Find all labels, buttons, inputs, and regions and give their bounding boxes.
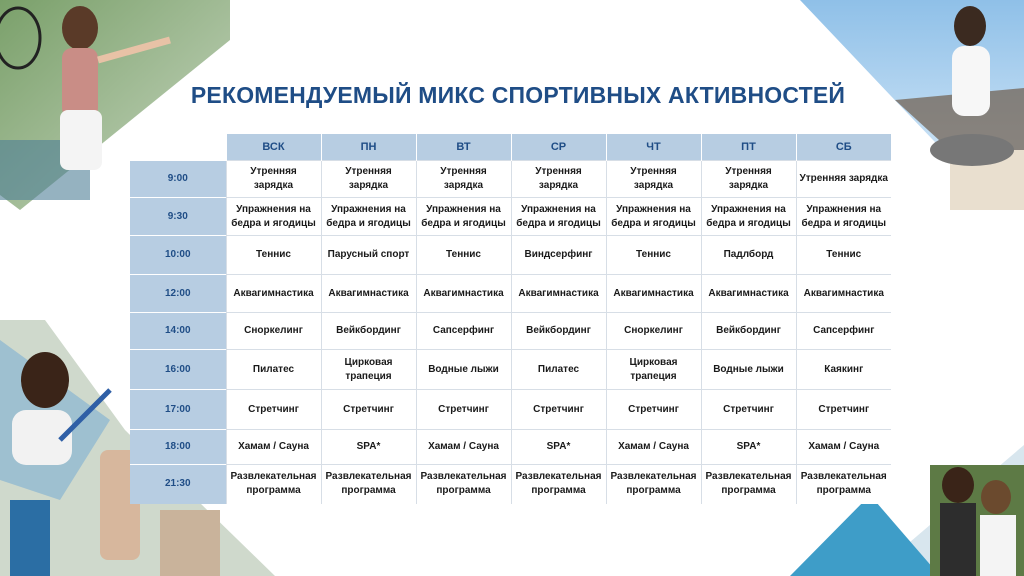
activity-cell xyxy=(321,275,416,313)
activity-cell xyxy=(416,390,511,430)
activity-cell xyxy=(416,350,511,390)
activity-label: Стретчинг xyxy=(533,403,584,415)
activity-cell xyxy=(511,161,606,198)
activity-label: Хамам / Сауна xyxy=(618,441,689,452)
activity-cell xyxy=(511,275,606,313)
activity-cell xyxy=(226,313,321,350)
activity-label: Водные лыжи xyxy=(713,363,784,375)
activity-cell xyxy=(606,465,701,504)
activity-cell xyxy=(701,275,796,313)
activity-label: Развлекательная программа xyxy=(515,471,602,497)
activity-cell xyxy=(796,275,891,313)
activity-label: Утренняя зарядка xyxy=(535,166,582,191)
time-slot-label: 14:00 xyxy=(130,313,226,350)
activity-cell xyxy=(226,390,321,430)
activity-cell xyxy=(226,161,321,198)
activity-cell xyxy=(606,161,701,198)
activity-label: Развлекательная программа xyxy=(420,471,507,497)
activity-cell xyxy=(701,350,796,390)
time-slot-label: 21:30 xyxy=(130,465,226,504)
activity-label: Теннис xyxy=(636,249,671,260)
activity-label: Аквагимнастика xyxy=(613,287,694,299)
activity-label: Падлборд xyxy=(723,249,774,260)
activity-cell xyxy=(606,236,701,275)
activity-cell xyxy=(321,313,416,350)
activity-label: Вейкбординг xyxy=(526,325,591,336)
time-slot-label: 16:00 xyxy=(130,350,226,390)
activity-label: Стретчинг xyxy=(438,403,489,415)
activity-label: Стретчинг xyxy=(248,403,299,415)
activity-label: Теннис xyxy=(256,249,291,260)
activity-cell xyxy=(701,161,796,198)
day-header: ВТ xyxy=(416,134,511,161)
activity-cell xyxy=(321,430,416,465)
activity-label: SPA* xyxy=(736,441,761,452)
activity-cell xyxy=(606,350,701,390)
activity-cell xyxy=(416,198,511,236)
activity-cell xyxy=(701,313,796,350)
schedule-row xyxy=(130,313,891,350)
activity-cell xyxy=(511,430,606,465)
activity-cell xyxy=(606,390,701,430)
activity-label: Каякинг xyxy=(824,363,864,375)
activity-cell xyxy=(701,465,796,504)
activity-label: Утренняя зарядка xyxy=(440,166,487,191)
activity-cell xyxy=(606,198,701,236)
activity-label: Утренняя зарядка xyxy=(345,166,392,191)
activity-label: Хамам / Сауна xyxy=(428,441,499,452)
activity-label: Упражнения на бедра и ягодицы xyxy=(801,203,886,229)
activity-label: Аквагимнастика xyxy=(518,287,599,299)
activity-cell xyxy=(511,198,606,236)
day-header: ВСК xyxy=(226,134,321,161)
activity-label: Вейкбординг xyxy=(336,325,401,336)
activity-label: Сапсерфинг xyxy=(432,325,495,336)
activity-cell xyxy=(511,313,606,350)
activity-label: Упражнения на бедра и ягодицы xyxy=(421,203,506,229)
activity-cell xyxy=(321,350,416,390)
day-header: СБ xyxy=(796,134,891,161)
time-slot-label: 9:00 xyxy=(130,161,226,198)
activity-cell xyxy=(796,465,891,504)
activity-cell xyxy=(796,430,891,465)
activity-label: Утренняя зарядка xyxy=(250,166,297,191)
activity-label: Развлекательная программа xyxy=(325,471,412,497)
activity-schedule-table xyxy=(130,134,891,504)
activity-label: Пилатес xyxy=(252,363,295,375)
activity-cell xyxy=(416,275,511,313)
activity-label: Развлекательная программа xyxy=(705,471,792,497)
day-header: ПТ xyxy=(701,134,796,161)
activity-cell xyxy=(701,198,796,236)
activity-cell xyxy=(321,161,416,198)
activity-cell xyxy=(226,350,321,390)
schedule-row xyxy=(130,161,891,198)
schedule-row xyxy=(130,236,891,275)
activity-cell xyxy=(321,198,416,236)
activity-label: Хамам / Сауна xyxy=(238,441,309,452)
activity-cell xyxy=(416,313,511,350)
activity-label: Парусный спорт xyxy=(327,249,410,260)
time-slot-label: 10:00 xyxy=(130,236,226,275)
activity-label: Утренняя зарядка xyxy=(630,166,677,191)
activity-label: SPA* xyxy=(546,441,571,452)
activity-label: Развлекательная программа xyxy=(230,471,317,497)
activity-cell xyxy=(226,275,321,313)
activity-label: Цирковая трапеция xyxy=(629,356,678,382)
activity-label: Теннис xyxy=(446,249,481,260)
schedule-row xyxy=(130,275,891,313)
activity-cell xyxy=(321,465,416,504)
schedule-row xyxy=(130,198,891,236)
activity-cell xyxy=(606,275,701,313)
activity-label: Хамам / Сауна xyxy=(808,441,880,452)
activity-label: Упражнения на бедра и ягодицы xyxy=(516,203,601,229)
schedule-row xyxy=(130,350,891,390)
activity-label: Развлекательная программа xyxy=(610,471,697,497)
activity-label: Сноркелинг xyxy=(244,325,303,336)
activity-cell xyxy=(796,198,891,236)
activity-label: Пилатес xyxy=(537,363,580,375)
activity-label: Упражнения на бедра и ягодицы xyxy=(611,203,696,229)
activity-cell xyxy=(416,465,511,504)
activity-label: Утренняя зарядка xyxy=(725,166,772,191)
activity-label: Вейкбординг xyxy=(716,325,781,336)
activity-cell xyxy=(796,350,891,390)
activity-label: Аквагимнастика xyxy=(803,287,884,299)
activity-cell xyxy=(416,430,511,465)
activity-cell xyxy=(511,236,606,275)
activity-cell xyxy=(226,236,321,275)
time-slot-label: 9:30 xyxy=(130,198,226,236)
activity-label: Развлекательная программа xyxy=(800,471,887,497)
day-header: СР xyxy=(511,134,606,161)
activity-label: Аквагимнастика xyxy=(423,287,504,299)
activity-cell xyxy=(511,350,606,390)
activity-label: Стретчинг xyxy=(628,403,679,415)
activity-cell xyxy=(511,465,606,504)
header-corner xyxy=(130,134,226,161)
activity-cell xyxy=(701,236,796,275)
activity-cell xyxy=(321,390,416,430)
activity-label: Упражнения на бедра и ягодицы xyxy=(706,203,791,229)
activity-cell xyxy=(796,236,891,275)
activity-cell xyxy=(511,390,606,430)
activity-cell xyxy=(321,236,416,275)
activity-label: Аквагимнастика xyxy=(233,287,314,299)
activity-cell xyxy=(606,430,701,465)
activity-cell xyxy=(796,390,891,430)
activity-label: Цирковая трапеция xyxy=(344,356,393,382)
activity-label: Сноркелинг xyxy=(624,325,683,336)
activity-cell xyxy=(416,161,511,198)
activity-cell xyxy=(226,465,321,504)
activity-label: Упражнения на бедра и ягодицы xyxy=(326,203,411,229)
day-header: ЧТ xyxy=(606,134,701,161)
activity-cell xyxy=(796,161,891,198)
schedule-row xyxy=(130,390,891,430)
activity-label: Упражнения на бедра и ягодицы xyxy=(231,203,316,229)
activity-label: Виндсерфинг xyxy=(524,249,593,260)
activity-label: SPA* xyxy=(356,441,381,452)
schedule-row xyxy=(130,430,891,465)
time-slot-label: 12:00 xyxy=(130,275,226,313)
activity-label: Стретчинг xyxy=(343,403,394,415)
activity-label: Утренняя зарядка xyxy=(799,173,888,184)
activity-label: Стретчинг xyxy=(818,403,870,415)
activity-label: Аквагимнастика xyxy=(708,287,789,299)
activity-cell xyxy=(701,390,796,430)
day-header-row xyxy=(130,134,891,161)
activity-cell xyxy=(416,236,511,275)
activity-label: Аквагимнастика xyxy=(328,287,409,299)
activity-label: Теннис xyxy=(826,249,862,260)
time-slot-label: 17:00 xyxy=(130,390,226,430)
activity-cell xyxy=(226,198,321,236)
activity-cell xyxy=(606,313,701,350)
time-slot-label: 18:00 xyxy=(130,430,226,465)
page-title: РЕКОМЕНДУЕМЫЙ МИКС СПОРТИВНЫХ АКТИВНОСТЕЙ xyxy=(190,82,846,108)
activity-cell xyxy=(796,313,891,350)
day-header: ПН xyxy=(321,134,416,161)
activity-cell xyxy=(226,430,321,465)
activity-label: Водные лыжи xyxy=(428,363,499,375)
activity-cell xyxy=(701,430,796,465)
activity-label: Стретчинг xyxy=(723,403,774,415)
activity-label: Сапсерфинг xyxy=(813,325,875,336)
schedule-row xyxy=(130,465,891,504)
